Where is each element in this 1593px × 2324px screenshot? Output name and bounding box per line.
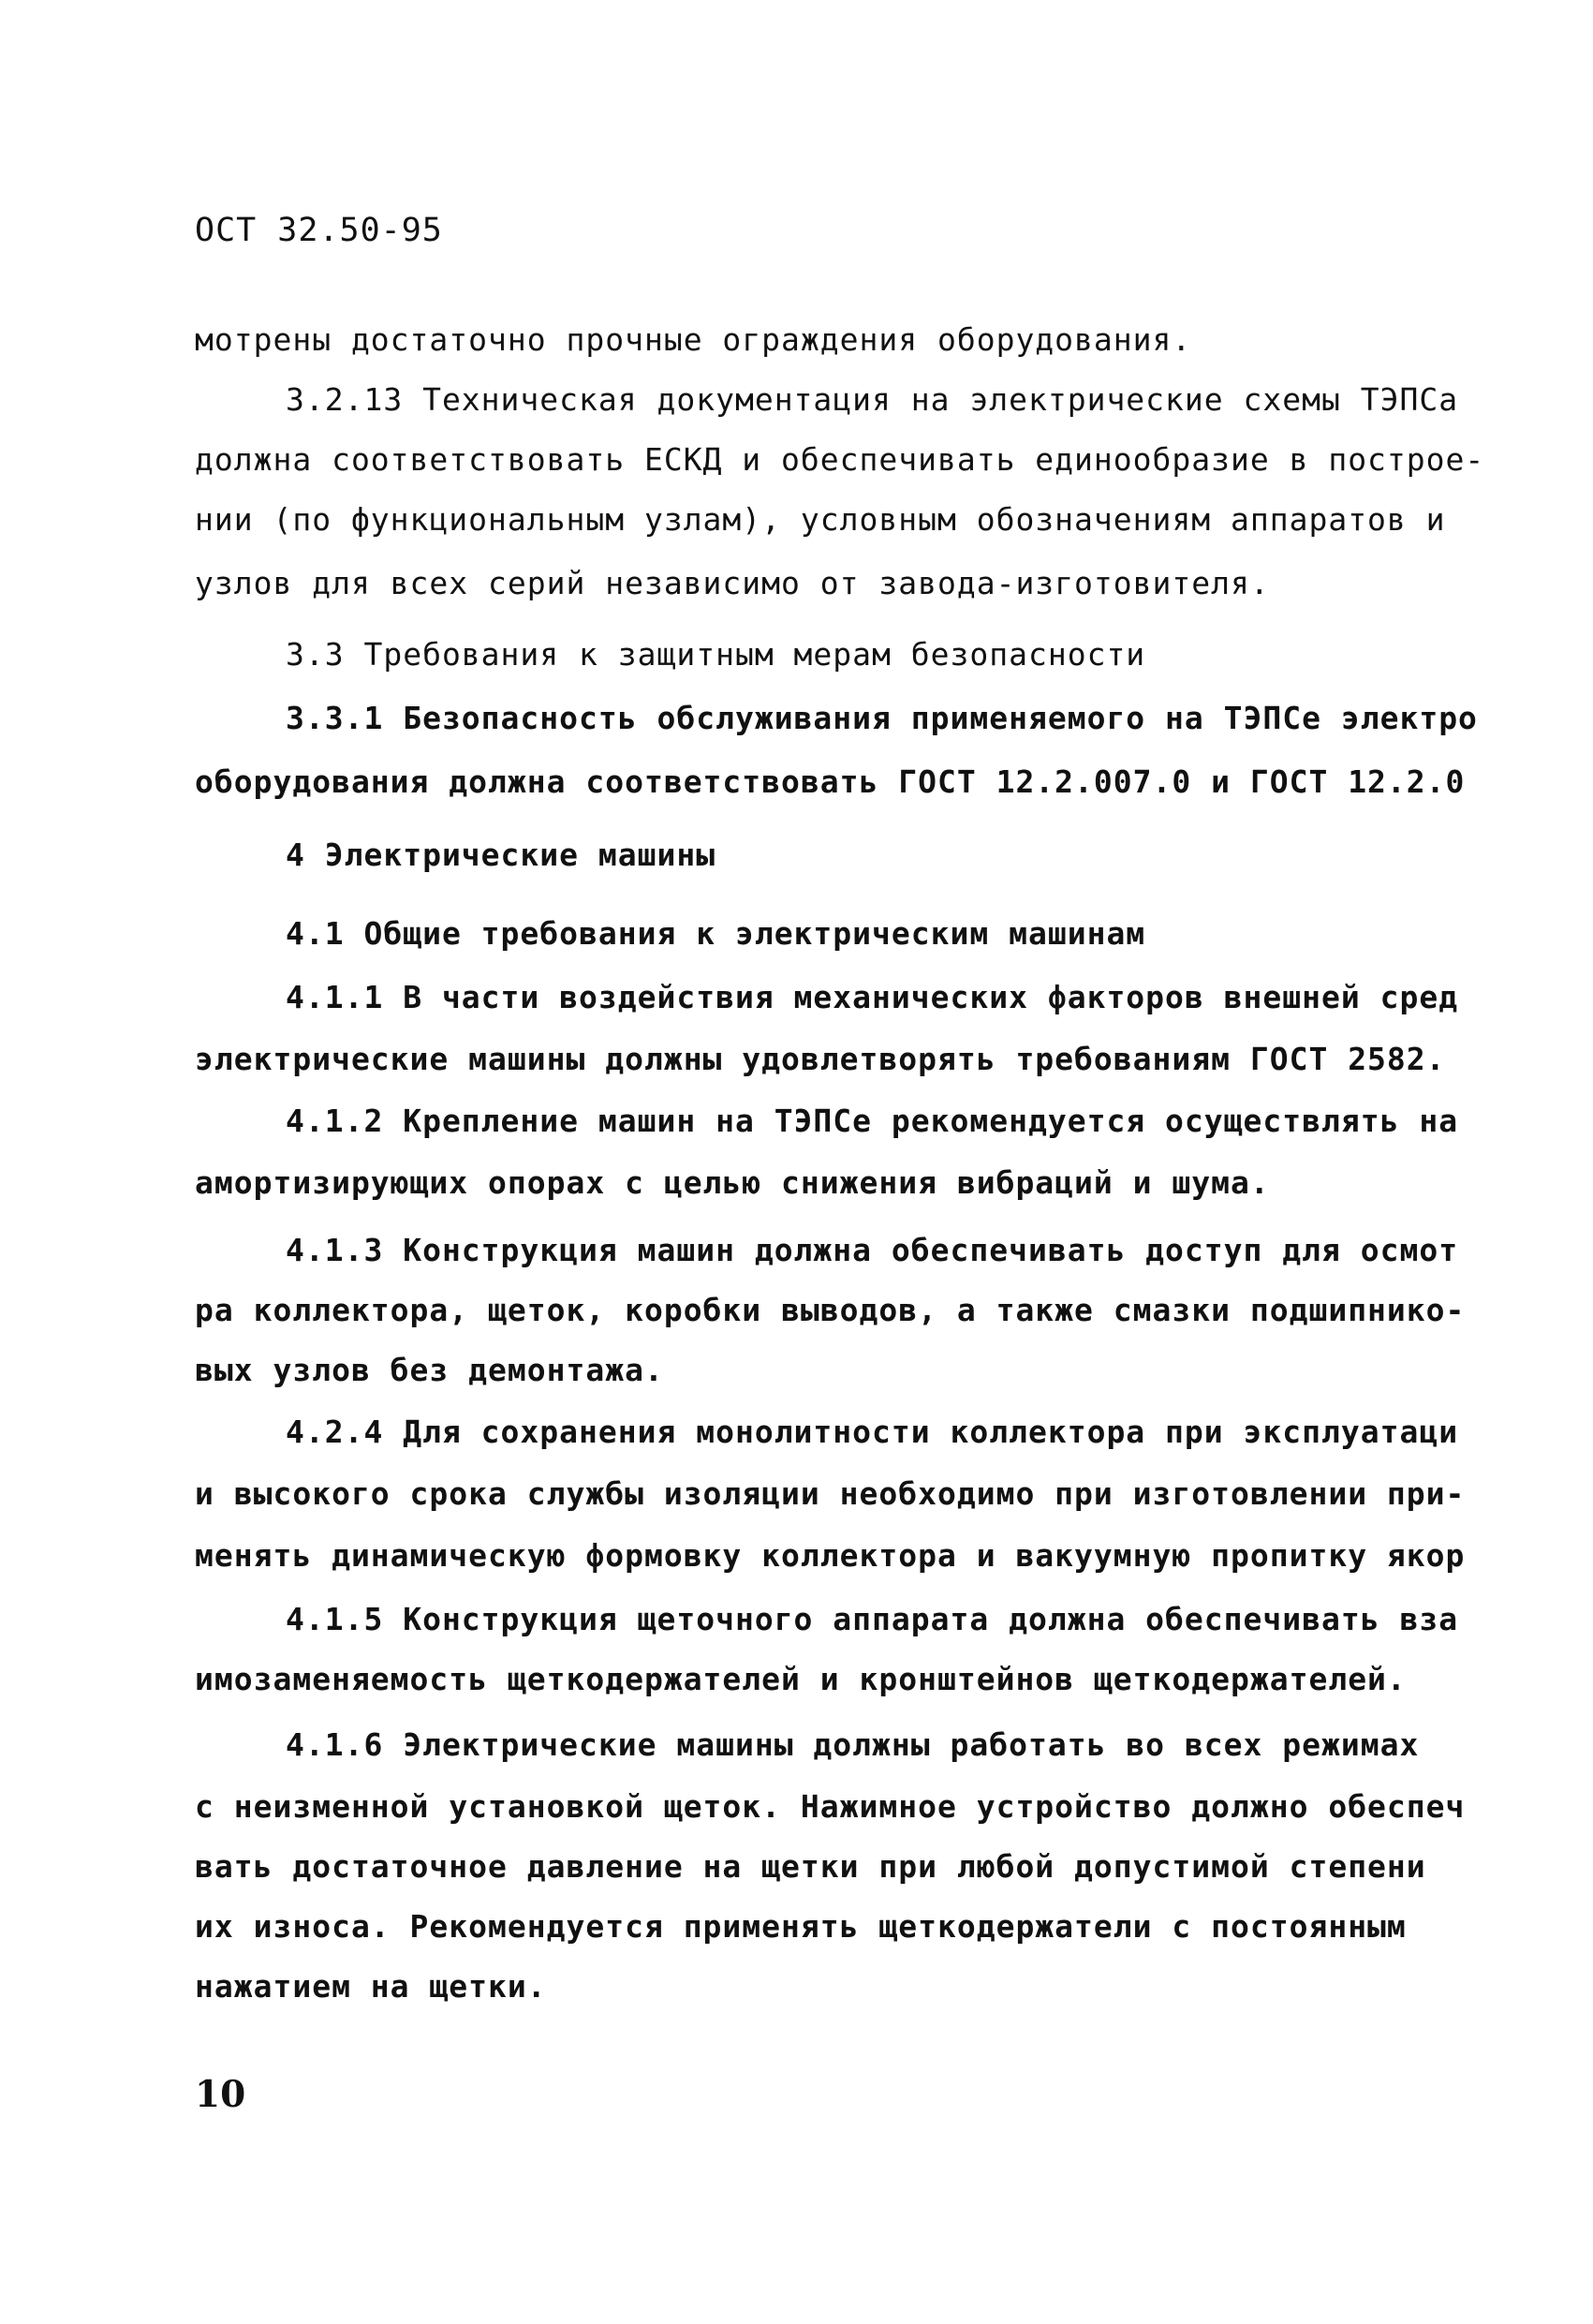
- text-line: 4.2.4 Для сохранения монолитности коллектора при эксплуатаци: [286, 1414, 1459, 1450]
- text-line: нии (по функциональным узлам), условным обозначениям аппаратов и: [195, 501, 1446, 538]
- document-code-header: ОСТ 32.50-95: [195, 212, 443, 249]
- text-line: менять динамическую формовку коллектора и вакуумную пропитку якор: [195, 1537, 1466, 1574]
- text-line: вых узлов без демонтажа.: [195, 1352, 664, 1388]
- text-line: узлов для всех серий независимо от завода-изготовителя.: [195, 565, 1270, 601]
- text-line: 4.1.1 В части воздействия механических факторов внешней сред: [286, 979, 1459, 1015]
- text-line: 4.1.5 Конструкция щеточного аппарата должна обеспечивать вза: [286, 1601, 1459, 1637]
- page-number: 10: [195, 2073, 246, 2116]
- text-line: ра коллектора, щеток, коробки выводов, а также смазки подшипнико-: [195, 1292, 1466, 1328]
- text-line: 4.1.2 Крепление машин на ТЭПСе рекомендуется осуществлять на: [286, 1103, 1459, 1139]
- text-line: 3.2.13 Техническая документация на электрические схемы ТЭПСа: [286, 381, 1459, 418]
- text-line: их износа. Рекомендуется применять щеткодержатели с постоянным: [195, 1908, 1407, 1945]
- text-line: 4.1.6 Электрические машины должны работать во всех режимах: [286, 1726, 1420, 1763]
- section-heading: 4.1 Общие требования к электрическим машинам: [286, 915, 1146, 952]
- text-line: амортизирующих опорах с целью снижения вибраций и шума.: [195, 1164, 1270, 1201]
- text-line: 3.3.1 Безопасность обслуживания применяемого на ТЭПСе электро: [286, 700, 1478, 736]
- text-line: электрические машины должны удовлетворять требованиям ГОСТ 2582.: [195, 1041, 1446, 1077]
- text-line: с неизменной установкой щеток. Нажимное устройство должно обеспеч: [195, 1788, 1466, 1825]
- text-line: должна соответствовать ЕСКД и обеспечивать единообразие в построе-: [195, 441, 1485, 478]
- text-line: имозаменяемость щеткодержателей и кронштейнов щеткодержателей.: [195, 1661, 1407, 1697]
- text-line: нажатием на щетки.: [195, 1968, 547, 2005]
- text-line: 4.1.3 Конструкция машин должна обеспечивать доступ для осмот: [286, 1232, 1459, 1268]
- section-heading: 4 Электрические машины: [286, 836, 716, 873]
- text-line: мотрены достаточно прочные ограждения оборудования.: [195, 321, 1192, 358]
- section-heading: 3.3 Требования к защитным мерам безопасности: [286, 636, 1146, 673]
- text-line: и высокого срока службы изоляции необходимо при изготовлении при-: [195, 1475, 1466, 1512]
- text-line: оборудования должна соответствовать ГОСТ 12.2.007.0 и ГОСТ 12.2.0: [195, 763, 1466, 800]
- text-line: вать достаточное давление на щетки при любой допустимой степени: [195, 1848, 1426, 1885]
